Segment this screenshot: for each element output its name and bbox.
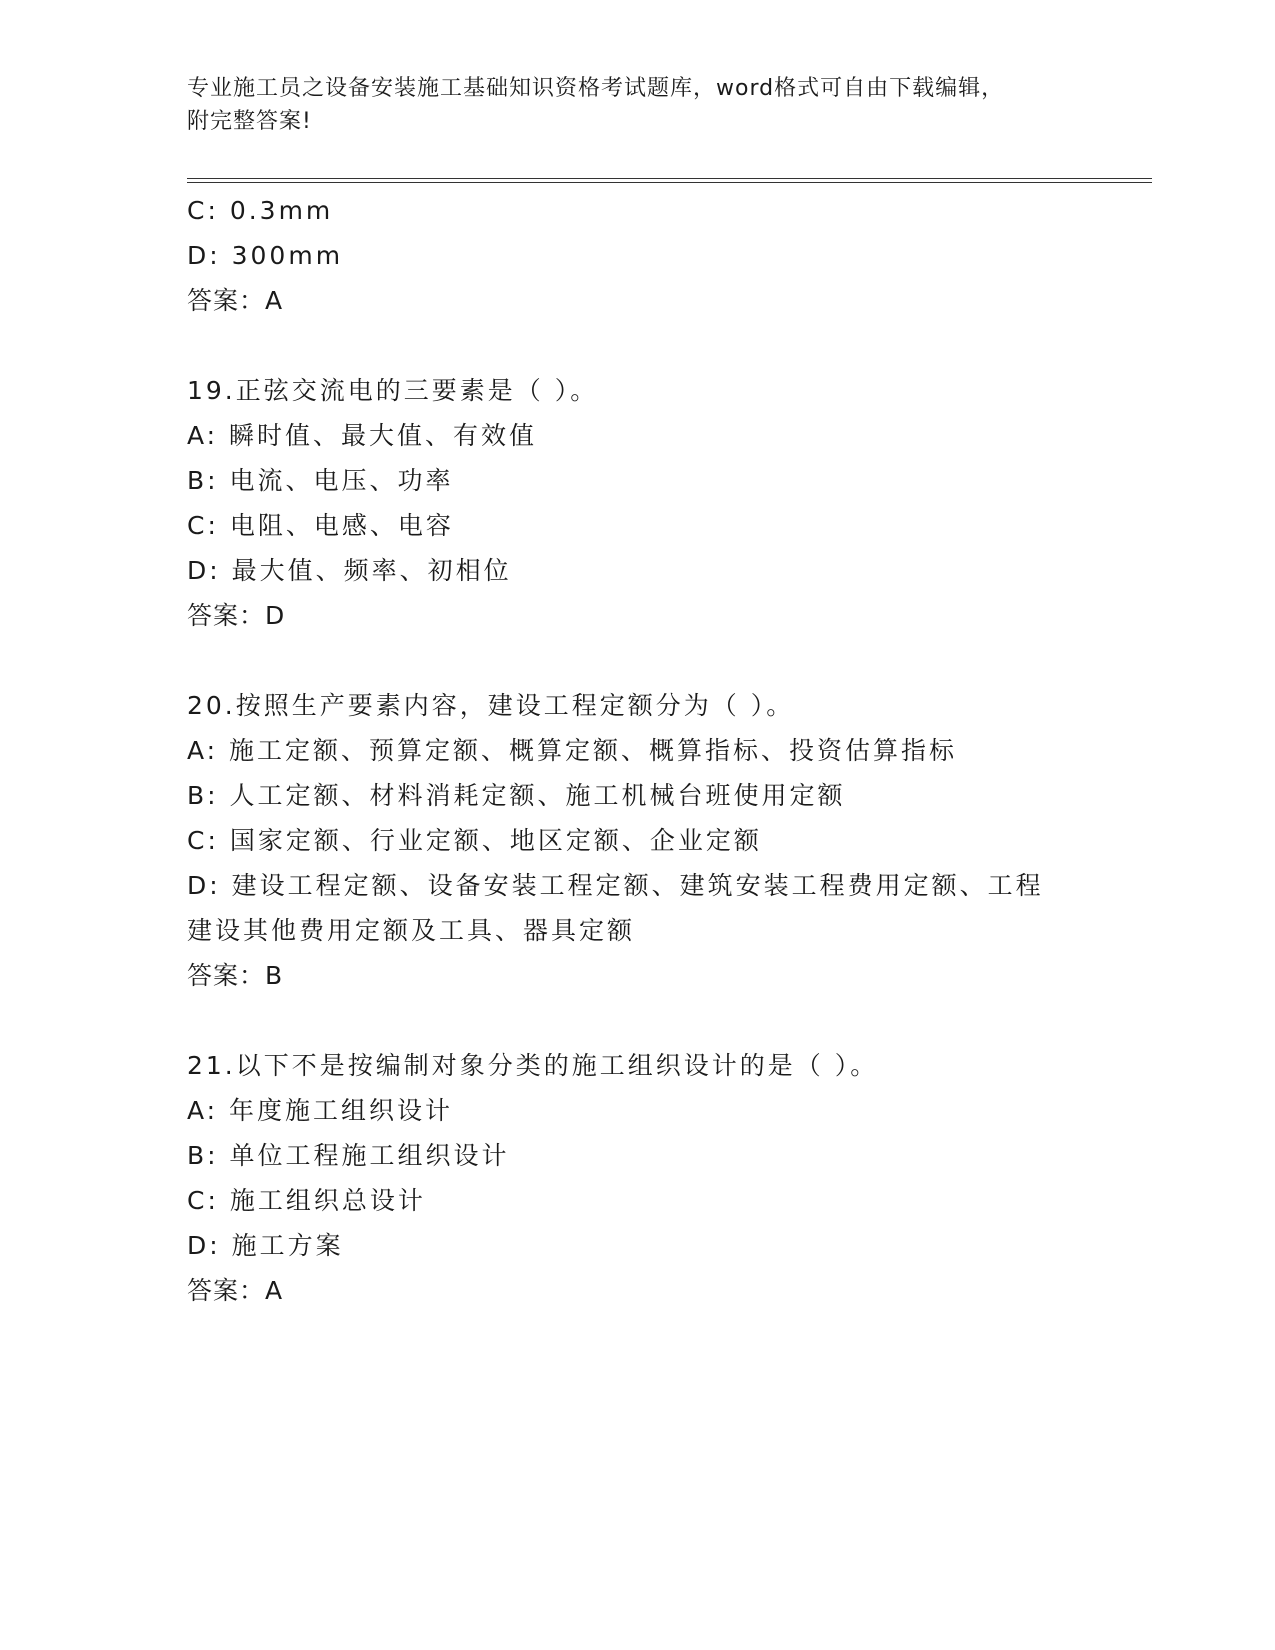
q18-option-d: D: 300mm <box>187 241 344 270</box>
q21-option-d: D: 施工方案 <box>187 1231 344 1260</box>
q21-answer: 答案：A <box>187 1276 284 1305</box>
header-line-2: 附完整答案! <box>187 109 312 134</box>
q20-option-b: B: 人工定额、材料消耗定额、施工机械台班使用定额 <box>187 781 846 810</box>
q20-answer: 答案：B <box>187 961 284 990</box>
header-line-1: 专业施工员之设备安装施工基础知识资格考试题库，word格式可自由下载编辑， <box>187 76 1005 101</box>
q21-option-c: C: 施工组织总设计 <box>187 1186 426 1215</box>
header-divider <box>187 178 1152 183</box>
q18-answer: 答案：A <box>187 286 284 315</box>
q21-option-b: B: 单位工程施工组织设计 <box>187 1141 510 1170</box>
q19-answer: 答案：D <box>187 601 286 630</box>
q20-option-d-line-1: D: 建设工程定额、设备安装工程定额、建筑安装工程费用定额、工程 <box>187 871 1044 900</box>
q19-option-d: D: 最大值、频率、初相位 <box>187 556 512 585</box>
q20-option-a: A: 施工定额、预算定额、概算定额、概算指标、投资估算指标 <box>187 736 958 765</box>
q20-option-d-line-2: 建设其他费用定额及工具、器具定额 <box>187 916 636 945</box>
q21-option-a: A: 年度施工组织设计 <box>187 1096 454 1125</box>
q19-question: 19.正弦交流电的三要素是（ ）。 <box>187 376 599 405</box>
q21-question: 21.以下不是按编制对象分类的施工组织设计的是（ ）。 <box>187 1051 879 1080</box>
q18-option-c: C: 0.3mm <box>187 196 334 225</box>
q19-option-a: A: 瞬时值、最大值、有效值 <box>187 421 538 450</box>
document-header <box>187 72 1087 138</box>
q20-question: 20.按照生产要素内容，建设工程定额分为（ ）。 <box>187 691 795 720</box>
q19-option-b: B: 电流、电压、功率 <box>187 466 454 495</box>
q20-option-c: C: 国家定额、行业定额、地区定额、企业定额 <box>187 826 762 855</box>
q19-option-c: C: 电阻、电感、电容 <box>187 511 454 540</box>
